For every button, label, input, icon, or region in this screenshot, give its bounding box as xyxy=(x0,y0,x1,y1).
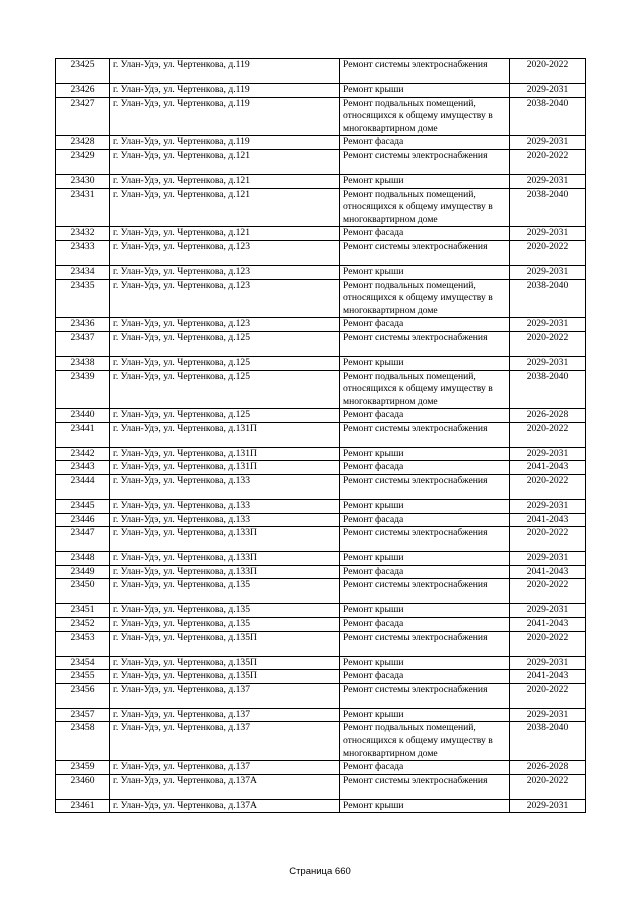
work-type-cell: Ремонт фасада xyxy=(340,565,510,579)
row-number-cell: 23437 xyxy=(56,331,110,356)
address-cell: г. Улан-Удэ, ул. Чертенкова, д.133П xyxy=(110,552,340,566)
row-number-cell: 23457 xyxy=(56,708,110,722)
table-row xyxy=(56,265,586,279)
work-type-cell: Ремонт фасада xyxy=(340,670,510,684)
row-number-cell: 23444 xyxy=(56,475,110,500)
table-row xyxy=(56,761,586,775)
period-cell: 2041-2043 xyxy=(510,618,586,632)
period-cell: 2029-2031 xyxy=(510,708,586,722)
work-type-cell: Ремонт системы электроснабжения xyxy=(340,475,510,500)
row-number-cell: 23426 xyxy=(56,84,110,98)
row-number-cell: 23430 xyxy=(56,174,110,188)
work-type-cell: Ремонт системы электроснабжения xyxy=(340,683,510,708)
period-cell: 2029-2031 xyxy=(510,356,586,370)
address-cell: г. Улан-Удэ, ул. Чертенкова, д.123 xyxy=(110,279,340,318)
table-row xyxy=(56,59,586,84)
table-row xyxy=(56,618,586,632)
period-cell: 2020-2022 xyxy=(510,59,586,84)
period-cell: 2029-2031 xyxy=(510,318,586,332)
table-row xyxy=(56,579,586,604)
work-type-cell: Ремонт системы электроснабжения xyxy=(340,774,510,799)
row-number-cell: 23459 xyxy=(56,761,110,775)
row-number-cell: 23427 xyxy=(56,97,110,136)
address-cell: г. Улан-Удэ, ул. Чертенкова, д.137 xyxy=(110,761,340,775)
address-cell: г. Улан-Удэ, ул. Чертенкова, д.133 xyxy=(110,475,340,500)
work-type-cell: Ремонт подвальных помещений, относящихся к общему имуществу в многоквартирном доме xyxy=(340,97,510,136)
period-cell: 2029-2031 xyxy=(510,227,586,241)
address-cell: г. Улан-Удэ, ул. Чертенкова, д.133 xyxy=(110,500,340,514)
work-type-cell: Ремонт подвальных помещений, относящихся к общему имуществу в многоквартирном доме xyxy=(340,722,510,761)
address-cell: г. Улан-Удэ, ул. Чертенкова, д.121 xyxy=(110,149,340,174)
row-number-cell: 23428 xyxy=(56,136,110,150)
address-cell: г. Улан-Удэ, ул. Чертенкова, д.137А xyxy=(110,774,340,799)
work-type-cell: Ремонт системы электроснабжения xyxy=(340,240,510,265)
register-table-body xyxy=(56,59,586,813)
period-cell: 2026-2028 xyxy=(510,761,586,775)
address-cell: г. Улан-Удэ, ул. Чертенкова, д.123 xyxy=(110,240,340,265)
row-number-cell: 23454 xyxy=(56,656,110,670)
period-cell: 2038-2040 xyxy=(510,370,586,409)
period-cell: 2041-2043 xyxy=(510,461,586,475)
address-cell: г. Улан-Удэ, ул. Чертенкова, д.135П xyxy=(110,631,340,656)
row-number-cell: 23446 xyxy=(56,513,110,527)
table-row xyxy=(56,475,586,500)
table-row xyxy=(56,331,586,356)
table-row xyxy=(56,799,586,813)
work-type-cell: Ремонт крыши xyxy=(340,799,510,813)
work-type-cell: Ремонт фасада xyxy=(340,461,510,475)
address-cell: г. Улан-Удэ, ул. Чертенкова, д.133П xyxy=(110,565,340,579)
address-cell: г. Улан-Удэ, ул. Чертенкова, д.121 xyxy=(110,188,340,227)
table-row xyxy=(56,409,586,423)
row-number-cell: 23431 xyxy=(56,188,110,227)
row-number-cell: 23448 xyxy=(56,552,110,566)
period-cell: 2029-2031 xyxy=(510,174,586,188)
address-cell: г. Улан-Удэ, ул. Чертенкова, д.119 xyxy=(110,59,340,84)
address-cell: г. Улан-Удэ, ул. Чертенкова, д.135 xyxy=(110,604,340,618)
row-number-cell: 23455 xyxy=(56,670,110,684)
work-type-cell: Ремонт крыши xyxy=(340,500,510,514)
work-type-cell: Ремонт крыши xyxy=(340,708,510,722)
row-number-cell: 23438 xyxy=(56,356,110,370)
work-type-cell: Ремонт фасада xyxy=(340,761,510,775)
period-cell: 2020-2022 xyxy=(510,149,586,174)
address-cell: г. Улан-Удэ, ул. Чертенкова, д.137 xyxy=(110,722,340,761)
table-row xyxy=(56,84,586,98)
row-number-cell: 23450 xyxy=(56,579,110,604)
row-number-cell: 23433 xyxy=(56,240,110,265)
row-number-cell: 23441 xyxy=(56,422,110,447)
period-cell: 2026-2028 xyxy=(510,409,586,423)
period-cell: 2038-2040 xyxy=(510,188,586,227)
table-row xyxy=(56,565,586,579)
row-number-cell: 23442 xyxy=(56,447,110,461)
row-number-cell: 23458 xyxy=(56,722,110,761)
table-row xyxy=(56,356,586,370)
address-cell: г. Улан-Удэ, ул. Чертенкова, д.125 xyxy=(110,331,340,356)
table-row xyxy=(56,722,586,761)
work-type-cell: Ремонт подвальных помещений, относящихся к общему имуществу в многоквартирном доме xyxy=(340,370,510,409)
work-type-cell: Ремонт крыши xyxy=(340,84,510,98)
table-row xyxy=(56,552,586,566)
table-row xyxy=(56,774,586,799)
period-cell: 2020-2022 xyxy=(510,475,586,500)
period-cell: 2041-2043 xyxy=(510,670,586,684)
table-row xyxy=(56,227,586,241)
table-row xyxy=(56,447,586,461)
address-cell: г. Улан-Удэ, ул. Чертенкова, д.135П xyxy=(110,670,340,684)
address-cell: г. Улан-Удэ, ул. Чертенкова, д.121 xyxy=(110,227,340,241)
row-number-cell: 23456 xyxy=(56,683,110,708)
address-cell: г. Улан-Удэ, ул. Чертенкова, д.125 xyxy=(110,356,340,370)
table-row xyxy=(56,422,586,447)
table-row xyxy=(56,136,586,150)
work-type-cell: Ремонт фасада xyxy=(340,318,510,332)
period-cell: 2020-2022 xyxy=(510,527,586,552)
table-row xyxy=(56,318,586,332)
period-cell: 2020-2022 xyxy=(510,331,586,356)
row-number-cell: 23436 xyxy=(56,318,110,332)
row-number-cell: 23429 xyxy=(56,149,110,174)
period-cell: 2020-2022 xyxy=(510,422,586,447)
period-cell: 2029-2031 xyxy=(510,799,586,813)
work-type-cell: Ремонт системы электроснабжения xyxy=(340,631,510,656)
table-row xyxy=(56,631,586,656)
address-cell: г. Улан-Удэ, ул. Чертенкова, д.121 xyxy=(110,174,340,188)
period-cell: 2029-2031 xyxy=(510,500,586,514)
address-cell: г. Улан-Удэ, ул. Чертенкова, д.137 xyxy=(110,683,340,708)
work-type-cell: Ремонт крыши xyxy=(340,447,510,461)
table-row xyxy=(56,604,586,618)
period-cell: 2029-2031 xyxy=(510,604,586,618)
work-type-cell: Ремонт подвальных помещений, относящихся к общему имуществу в многоквартирном доме xyxy=(340,279,510,318)
row-number-cell: 23445 xyxy=(56,500,110,514)
work-type-cell: Ремонт крыши xyxy=(340,552,510,566)
address-cell: г. Улан-Удэ, ул. Чертенкова, д.133П xyxy=(110,527,340,552)
address-cell: г. Улан-Удэ, ул. Чертенкова, д.119 xyxy=(110,136,340,150)
table-row xyxy=(56,670,586,684)
period-cell: 2038-2040 xyxy=(510,279,586,318)
address-cell: г. Улан-Удэ, ул. Чертенкова, д.135 xyxy=(110,618,340,632)
row-number-cell: 23439 xyxy=(56,370,110,409)
address-cell: г. Улан-Удэ, ул. Чертенкова, д.125 xyxy=(110,370,340,409)
row-number-cell: 23440 xyxy=(56,409,110,423)
row-number-cell: 23460 xyxy=(56,774,110,799)
row-number-cell: 23443 xyxy=(56,461,110,475)
table-row xyxy=(56,683,586,708)
work-type-cell: Ремонт подвальных помещений, относящихся к общему имуществу в многоквартирном доме xyxy=(340,188,510,227)
address-cell: г. Улан-Удэ, ул. Чертенкова, д.137А xyxy=(110,799,340,813)
work-type-cell: Ремонт крыши xyxy=(340,604,510,618)
work-type-cell: Ремонт системы электроснабжения xyxy=(340,331,510,356)
table-row xyxy=(56,97,586,136)
address-cell: г. Улан-Удэ, ул. Чертенкова, д.123 xyxy=(110,265,340,279)
address-cell: г. Улан-Удэ, ул. Чертенкова, д.131П xyxy=(110,447,340,461)
register-table xyxy=(55,58,586,813)
table-row xyxy=(56,174,586,188)
period-cell: 2029-2031 xyxy=(510,136,586,150)
work-type-cell: Ремонт крыши xyxy=(340,656,510,670)
period-cell: 2029-2031 xyxy=(510,552,586,566)
period-cell: 2041-2043 xyxy=(510,513,586,527)
row-number-cell: 23435 xyxy=(56,279,110,318)
period-cell: 2029-2031 xyxy=(510,656,586,670)
row-number-cell: 23432 xyxy=(56,227,110,241)
row-number-cell: 23425 xyxy=(56,59,110,84)
work-type-cell: Ремонт системы электроснабжения xyxy=(340,422,510,447)
address-cell: г. Улан-Удэ, ул. Чертенкова, д.135П xyxy=(110,656,340,670)
address-cell: г. Улан-Удэ, ул. Чертенкова, д.131П xyxy=(110,461,340,475)
address-cell: г. Улан-Удэ, ул. Чертенкова, д.119 xyxy=(110,97,340,136)
table-row xyxy=(56,188,586,227)
period-cell: 2029-2031 xyxy=(510,84,586,98)
period-cell: 2020-2022 xyxy=(510,579,586,604)
period-cell: 2020-2022 xyxy=(510,683,586,708)
table-row xyxy=(56,370,586,409)
address-cell: г. Улан-Удэ, ул. Чертенкова, д.131П xyxy=(110,422,340,447)
row-number-cell: 23452 xyxy=(56,618,110,632)
address-cell: г. Улан-Удэ, ул. Чертенкова, д.123 xyxy=(110,318,340,332)
work-type-cell: Ремонт системы электроснабжения xyxy=(340,149,510,174)
table-row xyxy=(56,240,586,265)
period-cell: 2038-2040 xyxy=(510,722,586,761)
work-type-cell: Ремонт системы электроснабжения xyxy=(340,579,510,604)
work-type-cell: Ремонт фасада xyxy=(340,513,510,527)
address-cell: г. Улан-Удэ, ул. Чертенкова, д.135 xyxy=(110,579,340,604)
row-number-cell: 23461 xyxy=(56,799,110,813)
row-number-cell: 23449 xyxy=(56,565,110,579)
work-type-cell: Ремонт крыши xyxy=(340,174,510,188)
work-type-cell: Ремонт системы электроснабжения xyxy=(340,527,510,552)
work-type-cell: Ремонт фасада xyxy=(340,618,510,632)
row-number-cell: 23451 xyxy=(56,604,110,618)
address-cell: г. Улан-Удэ, ул. Чертенкова, д.137 xyxy=(110,708,340,722)
work-type-cell: Ремонт системы электроснабжения xyxy=(340,59,510,84)
period-cell: 2020-2022 xyxy=(510,774,586,799)
table-row xyxy=(56,527,586,552)
table-row xyxy=(56,279,586,318)
address-cell: г. Улан-Удэ, ул. Чертенкова, д.125 xyxy=(110,409,340,423)
table-row xyxy=(56,149,586,174)
table-row xyxy=(56,656,586,670)
period-cell: 2020-2022 xyxy=(510,631,586,656)
table-row xyxy=(56,708,586,722)
work-type-cell: Ремонт крыши xyxy=(340,265,510,279)
row-number-cell: 23434 xyxy=(56,265,110,279)
work-type-cell: Ремонт фасада xyxy=(340,227,510,241)
table-row xyxy=(56,513,586,527)
work-type-cell: Ремонт крыши xyxy=(340,356,510,370)
address-cell: г. Улан-Удэ, ул. Чертенкова, д.133 xyxy=(110,513,340,527)
page-number: Страница 660 xyxy=(289,866,351,877)
period-cell: 2029-2031 xyxy=(510,265,586,279)
row-number-cell: 23447 xyxy=(56,527,110,552)
table-row xyxy=(56,461,586,475)
work-type-cell: Ремонт фасада xyxy=(340,409,510,423)
period-cell: 2041-2043 xyxy=(510,565,586,579)
period-cell: 2020-2022 xyxy=(510,240,586,265)
address-cell: г. Улан-Удэ, ул. Чертенкова, д.119 xyxy=(110,84,340,98)
period-cell: 2038-2040 xyxy=(510,97,586,136)
work-type-cell: Ремонт фасада xyxy=(340,136,510,150)
row-number-cell: 23453 xyxy=(56,631,110,656)
period-cell: 2029-2031 xyxy=(510,447,586,461)
table-row xyxy=(56,500,586,514)
